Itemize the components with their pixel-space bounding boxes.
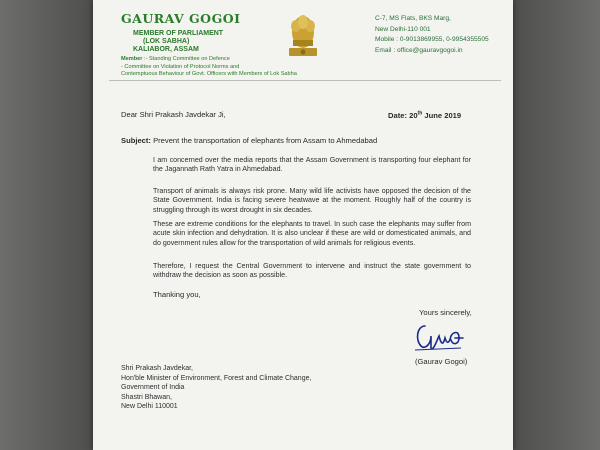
date-rest: June 2019 (422, 110, 462, 120)
letter-date (388, 110, 461, 120)
subject-text: Prevent the transportation of elephants from Assam to Ahmedabad (150, 136, 378, 145)
recipient-line-4: Shastri Bhawan, (121, 393, 172, 401)
paragraph-4: Therefore, I request the Central Government to intervene and instruct the state government to withdraw the decision as soon as possible. (153, 262, 471, 280)
paragraph-1: I am concerned over the media reports that the Assam Government is transporting four elephant for the Jagannath Rath Yatra in Ahmedabad. (153, 156, 471, 174)
member-line-3: Contemptuous Behaviour of Govt. Officers with Members of Lok Sabha (121, 71, 297, 77)
address-line-1: C-7, MS Flats, BKS Marg, (375, 15, 451, 22)
mobile-line: Mobile : 0-9013869955, 0-9954355505 (375, 36, 489, 43)
date-suffix: th (417, 110, 423, 116)
email-line: Email : office@gauravgogoi.in (375, 46, 463, 54)
national-emblem-icon (285, 12, 321, 60)
address-line-2: New Delhi-110 001 (375, 25, 431, 33)
background-right (513, 0, 600, 450)
letterhead-divider (109, 80, 501, 81)
recipient-line-3: Government of India (121, 384, 185, 391)
thanks-line: Thanking you, (153, 290, 201, 299)
member-label: Member (121, 56, 143, 62)
salutation: Dear Shri Prakash Javdekar Ji, (121, 110, 226, 119)
handwritten-signature (411, 318, 467, 354)
subject-label: Subject: (121, 136, 151, 145)
member-line-1: :- Standing Committee on Defence (144, 56, 230, 62)
letter-subject (121, 136, 377, 145)
sender-title: MEMBER OF PARLIAMENT (133, 30, 224, 37)
background-left (0, 0, 93, 450)
sender-address (375, 14, 495, 56)
sender-constituency: KALIABOR, ASSAM (133, 46, 199, 53)
sender-house: (LOK SABHA) (143, 38, 190, 45)
recipient-line-1: Shri Prakash Javdekar, (121, 365, 193, 372)
date-label: Date: 20 (388, 110, 418, 120)
recipient-line-5: New Delhi 110001 (121, 403, 178, 410)
signatory-name: (Gaurav Gogoi) (415, 357, 468, 366)
sender-name: GAURAV GOGOI (121, 11, 241, 26)
closing-line: Yours sincerely, (419, 308, 472, 317)
member-line-2: - Committee on Violation of Protocol Norms and (121, 63, 240, 70)
recipient-line-2: Hon'ble Minister of Environment, Forest and Climate Change, (121, 374, 312, 382)
recipient-address (121, 364, 311, 412)
paragraph-2: Transport of animals is always risk prone. Many wild life activists have opposed the decision of the State Government. India is facing severe heatwave at the moment. Roughly half of the country is struggling through its worst drought in six decades. (153, 187, 471, 214)
letter-page (93, 0, 513, 450)
paragraph-3: These are extreme conditions for the elephants to travel. In such case the elephants may suffer from acute skin infection and dehydration. It is also unclear if these are wild or domesticated animals, and do government rules allow for the transportation of wild animals for religious events. (153, 220, 471, 247)
